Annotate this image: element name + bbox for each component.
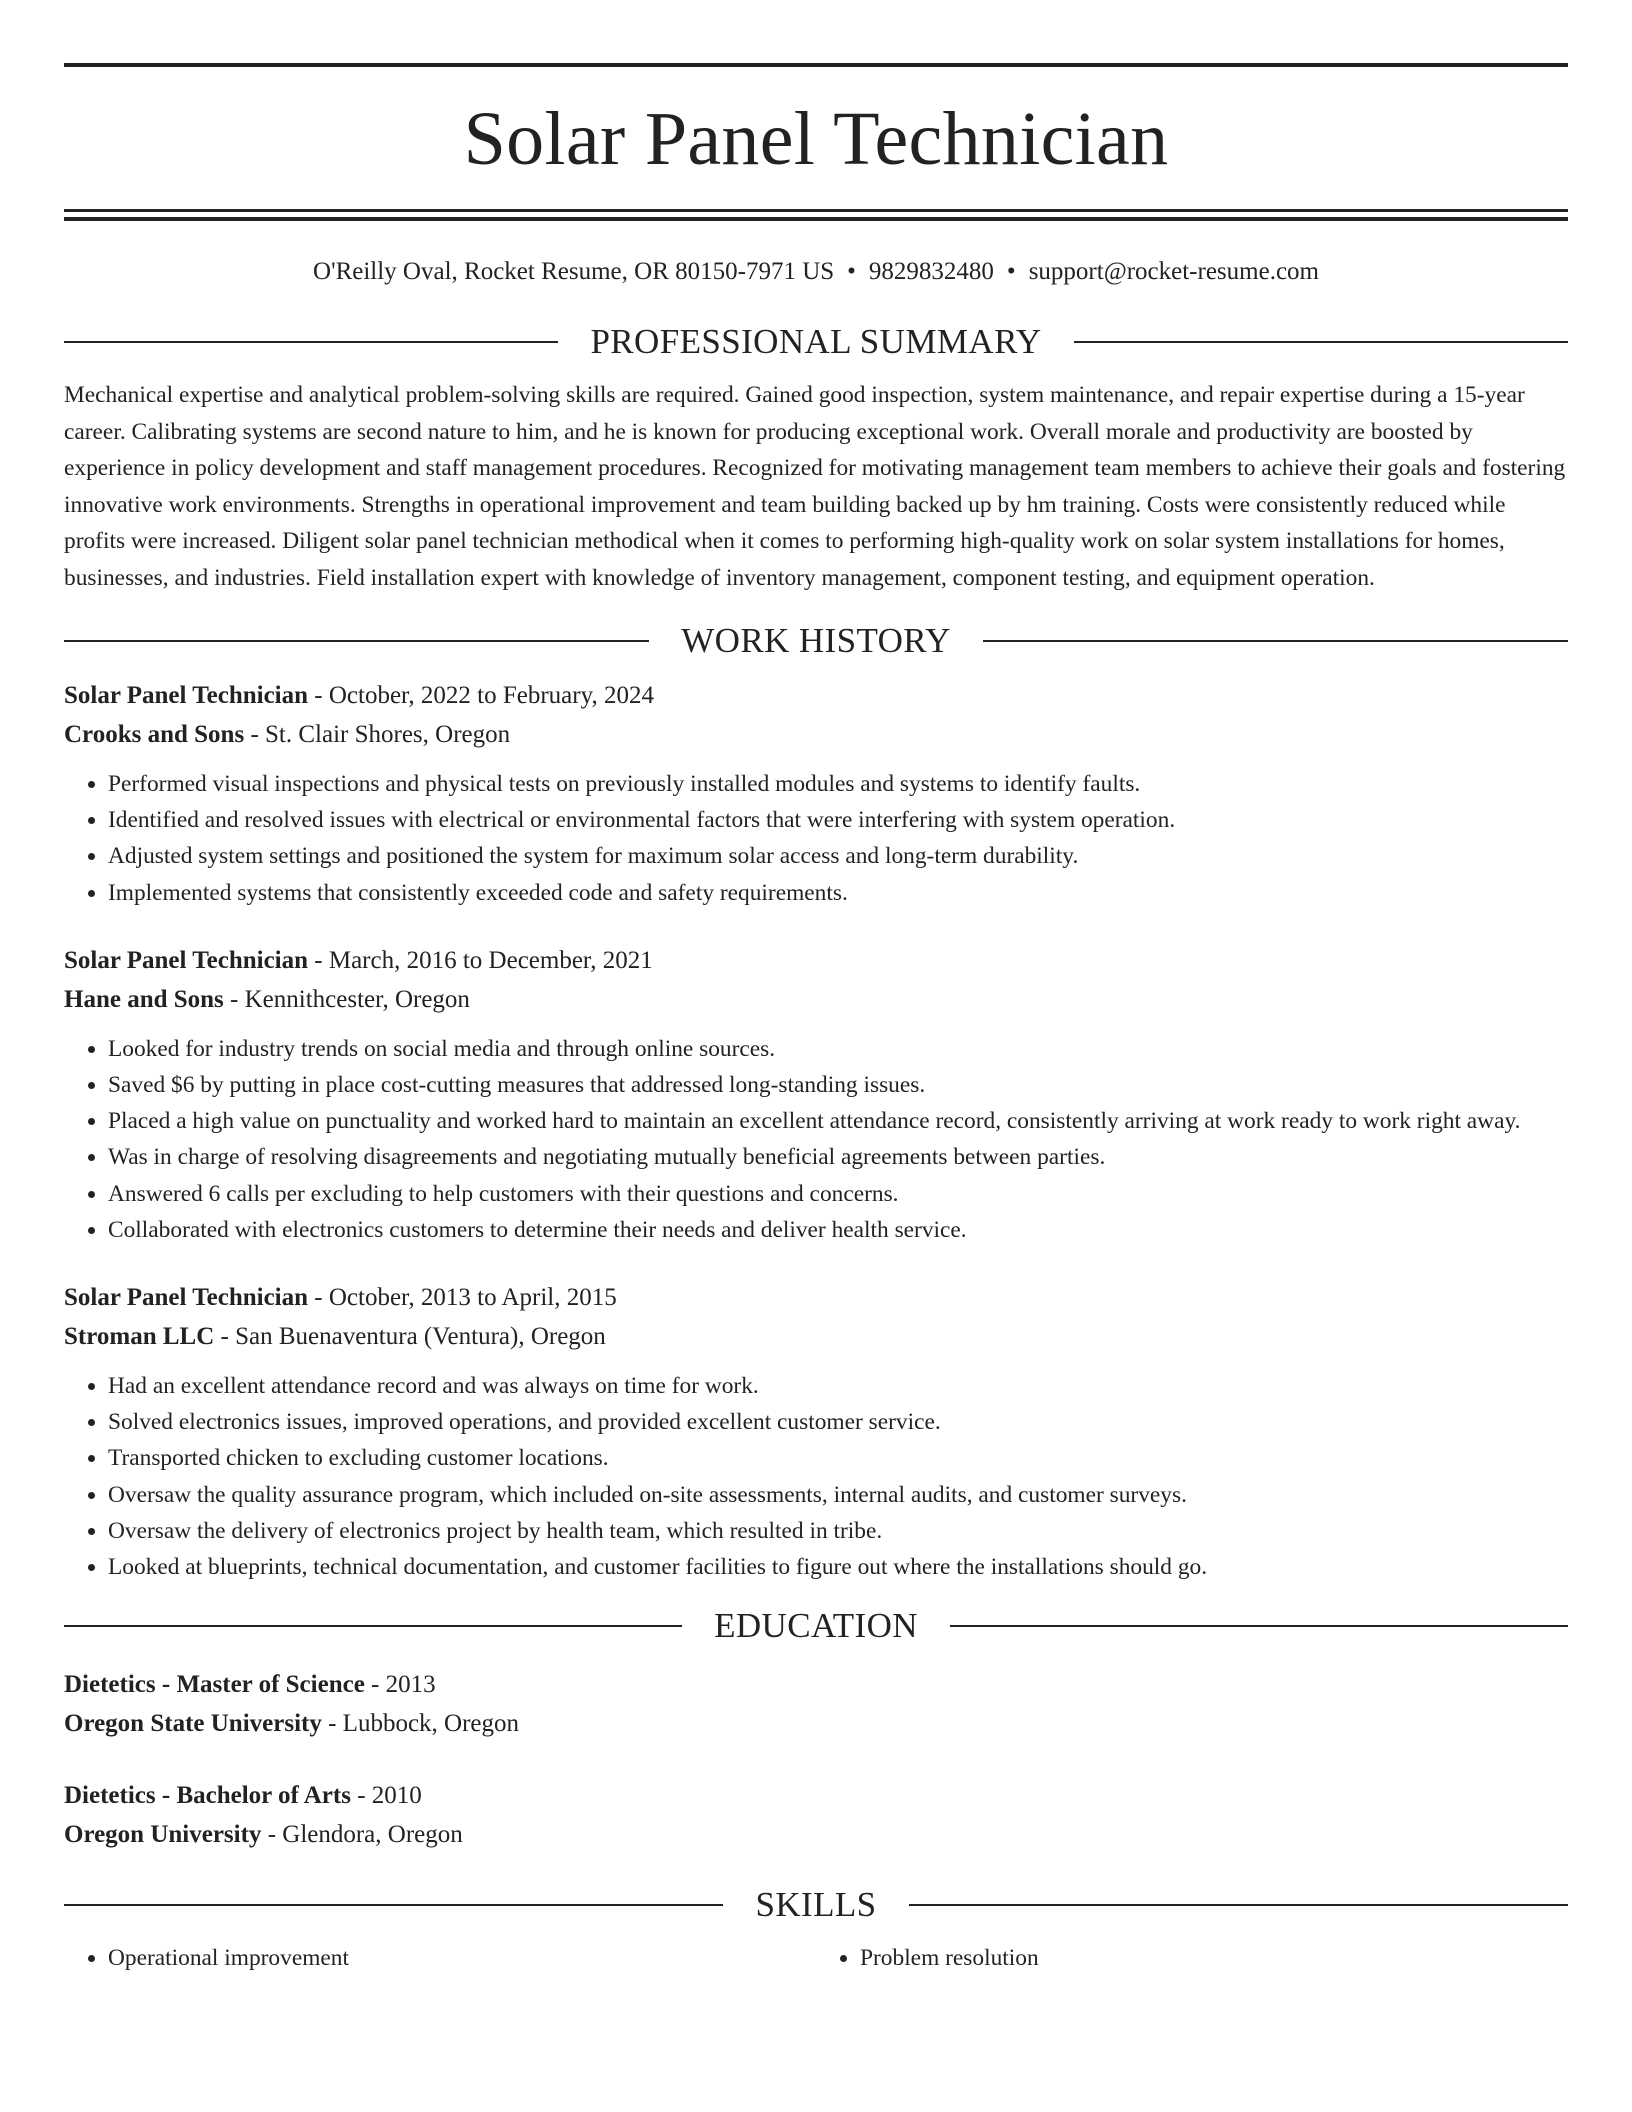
skills-column-left: [64, 1940, 816, 1976]
education-school: Oregon State University: [64, 1710, 322, 1738]
job-entry: [64, 676, 1568, 911]
section-heading-label: PROFESSIONAL SUMMARY: [590, 322, 1042, 361]
job-bullet: • Oversaw the delivery of electronics project by health team, which resulted in tribe.: [108, 1513, 1568, 1549]
heading-rule-left: [64, 341, 558, 343]
job-title: Solar Panel Technician: [64, 682, 309, 709]
education-entry: [64, 1665, 1568, 1743]
job-bullet: • Was in charge of resolving disagreements and negotiating mutually beneficial agreements between parties.: [108, 1139, 1568, 1175]
job-bullet: • Had an excellent attendance record and was always on time for work.: [108, 1368, 1568, 1404]
contact-line: [64, 257, 1568, 287]
job-bullet: • Oversaw the quality assurance program, which included on-site assessments, internal audits, and customer surveys.: [108, 1477, 1568, 1513]
section-heading-education: [64, 1605, 1568, 1647]
education-degree: Dietetics - Master of Science: [64, 1671, 365, 1699]
education-location: - Lubbock, Oregon: [321, 1710, 520, 1738]
education-degree-line: [64, 1665, 1568, 1704]
job-company-line: [64, 1317, 1568, 1356]
heading-rule-right: [950, 1625, 1568, 1627]
education-school-line: [64, 1704, 1568, 1743]
job-location: - Kennithcester, Oregon: [223, 985, 470, 1013]
job-bullet-list: [64, 1368, 1568, 1585]
job-bullet-list: [64, 1031, 1568, 1248]
heading-rule-left: [64, 1625, 682, 1627]
job-company-line: [64, 715, 1568, 754]
job-bullet: • Looked for industry trends on social media and through online sources.: [108, 1031, 1568, 1067]
job-entry: [64, 1278, 1568, 1585]
job-company: Stroman LLC: [64, 1323, 215, 1351]
education-degree: Dietetics - Bachelor of Arts: [64, 1782, 351, 1810]
job-location: - St. Clair Shores, Oregon: [244, 721, 511, 748]
skills-grid: [64, 1940, 1568, 1976]
summary-paragraph: Mechanical expertise and analytical problem-solving skills are required. Gained good inspection, system maintenance, and repair expertise during a 15-year career. Calibrating systems are second nature to him, and he is known for producing exceptional work. Overall morale and productivity are boosted by experience in policy development and staff management procedures. Recognized for motivating management team members to achieve their goals and fostering innovative work environments. Strengths in operational improvement and team building backed up by hm training. Costs were consistently reduced while profits were increased. Diligent solar panel technician methodical when it comes to performing high-quality work on solar system installations for homes, businesses, and industries. Field installation expert with knowledge of inventory management, component testing, and equipment operation.: [64, 382, 1566, 591]
job-bullet: • Adjusted system settings and positioned the system for maximum solar access and long-term durability.: [108, 838, 1568, 874]
job-bullet: • Saved $6 by putting in place cost-cutting measures that addressed long-standing issues.: [108, 1067, 1568, 1103]
skills-column-right: [816, 1940, 1568, 1976]
job-bullet: • Transported chicken to excluding customer locations.: [108, 1440, 1568, 1476]
job-bullet: • Collaborated with electronics customers to determine their needs and deliver health service.: [108, 1212, 1568, 1248]
education-school: Oregon University: [64, 1821, 262, 1849]
job-company: Hane and Sons: [64, 985, 224, 1013]
job-bullet: • Solved electronics issues, improved operations, and provided excellent customer service.: [108, 1404, 1568, 1440]
contact-phone: 9829832480: [868, 258, 994, 285]
job-dates: - March, 2016 to December, 2021: [308, 946, 653, 974]
job-dates: - October, 2022 to February, 2024: [308, 682, 654, 709]
job-dates: - October, 2013 to April, 2015: [308, 1284, 617, 1312]
contact-email: support@rocket-resume.com: [1028, 258, 1319, 285]
heading-rule-right: [983, 640, 1568, 642]
section-heading-skills: [64, 1884, 1568, 1926]
section-heading-label: SKILLS: [755, 1885, 877, 1925]
heading-rule-right: [1074, 341, 1568, 343]
contact-separator: •: [847, 258, 856, 285]
resume-title: Solar Panel Technician: [463, 97, 1169, 181]
job-bullet: • Performed visual inspections and physical tests on previously installed modules and systems to identify faults.: [108, 766, 1568, 802]
title-double-rule: [64, 209, 1568, 221]
skill-item: • Operational improvement: [108, 1940, 816, 1976]
job-location: - San Buenaventura (Ventura), Oregon: [214, 1323, 606, 1351]
work-history-list: [64, 676, 1568, 1585]
section-heading-work-history: [64, 620, 1568, 662]
job-bullet: • Looked at blueprints, technical documentation, and customer facilities to figure out where the installations should go.: [108, 1549, 1568, 1585]
job-bullet: • Placed a high value on punctuality and worked hard to maintain an excellent attendance record, consistently arriving at work ready to work right away.: [108, 1103, 1568, 1139]
section-heading-label: WORK HISTORY: [681, 621, 951, 660]
section-heading-label: EDUCATION: [714, 1606, 918, 1646]
resume-page: [64, 0, 1568, 1976]
job-bullet: • Answered 6 calls per excluding to help customers with their questions and concerns.: [108, 1176, 1568, 1212]
education-year: - 2010: [350, 1782, 422, 1810]
contact-address: O'Reilly Oval, Rocket Resume, OR 80150-7971 US: [313, 258, 835, 285]
contact-separator: •: [1006, 258, 1016, 285]
education-degree-line: [64, 1776, 1568, 1815]
job-bullet: • Implemented systems that consistently exceeded code and safety requirements.: [108, 875, 1568, 911]
job-title-line: [64, 941, 1568, 980]
job-title: Solar Panel Technician: [64, 946, 309, 974]
job-company-line: [64, 980, 1568, 1019]
education-year: - 2013: [364, 1671, 436, 1699]
section-heading-summary: [64, 321, 1568, 363]
job-title-line: [64, 1278, 1568, 1317]
job-title-line: [64, 676, 1568, 715]
job-title: Solar Panel Technician: [64, 1284, 309, 1312]
job-company: Crooks and Sons: [64, 721, 245, 748]
heading-rule-left: [64, 1904, 723, 1906]
skill-item: • Problem resolution: [860, 1940, 1568, 1976]
heading-rule-right: [909, 1904, 1568, 1906]
education-entry: [64, 1776, 1568, 1854]
heading-rule-left: [64, 640, 649, 642]
job-entry: [64, 941, 1568, 1248]
job-bullet-list: [64, 766, 1568, 911]
education-list: [64, 1665, 1568, 1854]
education-location: - Glendora, Oregon: [261, 1821, 463, 1849]
job-bullet: • Identified and resolved issues with electrical or environmental factors that were interfering with system operation.: [108, 802, 1568, 838]
education-school-line: [64, 1815, 1568, 1854]
